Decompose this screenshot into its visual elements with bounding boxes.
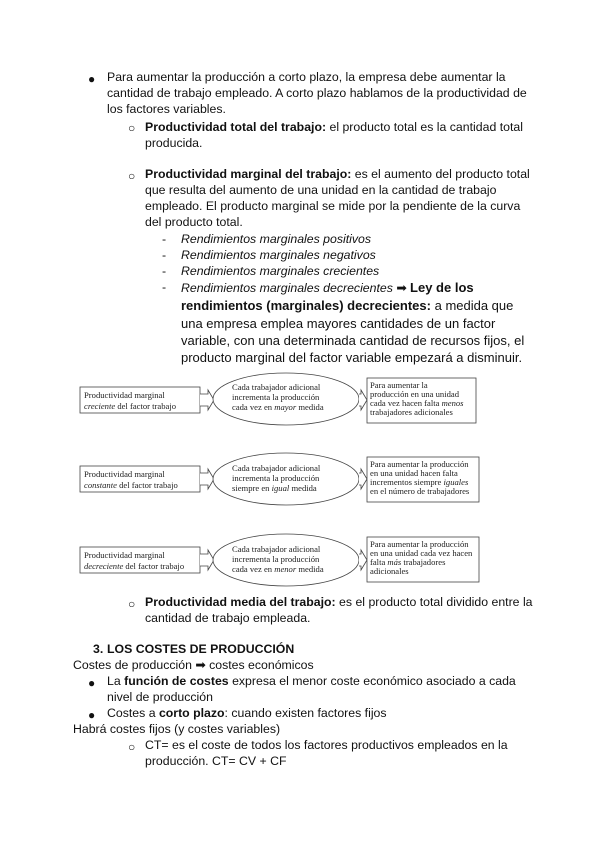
right-box-text: incrementos siempre iguales: [370, 477, 469, 487]
short-term-prefix: Costes a: [107, 706, 159, 720]
left-box-text: Productividad marginal: [84, 390, 165, 400]
law-line-2: una empresa emplea mayores cantidades de un factor: [181, 316, 496, 331]
left-box-text: constante del factor trabajo: [84, 480, 178, 490]
returns-decreasing: Rendimientos marginales decrecientes: [181, 281, 393, 295]
middle-text: Cada trabajador adicional: [232, 544, 321, 554]
arrow-right-icon: [200, 550, 214, 570]
diagram-row-constant: [80, 453, 479, 505]
right-box-text: falta más trabajadores: [370, 557, 446, 567]
cost-function-line-2: nivel de producción: [107, 690, 213, 704]
right-box-text: Para aumentar la: [370, 380, 428, 390]
right-box-text: Para aumentar la producción: [370, 459, 469, 469]
returns-positive: Rendimientos marginales positivos: [181, 232, 372, 246]
law-title-part2: rendimientos (marginales) decrecientes:: [181, 298, 431, 313]
intro-line-3: los factores variables.: [107, 102, 226, 116]
short-term-term: corto plazo: [158, 706, 225, 720]
middle-text: Cada trabajador adicional: [232, 382, 321, 392]
right-box-text: en una unidad hacen falta: [370, 468, 458, 478]
cost-function-line: [107, 674, 516, 689]
dash-icon: -: [162, 248, 167, 262]
marginal-line-2: que resulta del aumento de una unidad en la cantidad de trabajo: [145, 183, 497, 197]
right-box-text: trabajadores adicionales: [370, 407, 453, 417]
short-term-def: : cuando existen factores fijos: [224, 706, 387, 720]
right-box-text: producción en una unidad: [370, 389, 460, 399]
intro-line-1: Para aumentar la producción a corto plazo, la empresa debe aumentar la: [107, 70, 506, 84]
sub-bullet-circle-icon: ○: [128, 597, 136, 611]
arrow-right-icon: [359, 469, 367, 489]
middle-text: incrementa la producción: [232, 554, 320, 564]
short-term-line: [107, 706, 387, 721]
bullet-dot-icon: ●: [88, 708, 96, 722]
law-line-1: [181, 298, 513, 313]
law-def-start: a medida que: [430, 298, 514, 313]
fixed-costs-line: Habrá costes fijos (y costes variables): [73, 722, 281, 736]
law-title-part1: Ley de los: [410, 280, 474, 295]
middle-text: cada vez en mayor medida: [232, 402, 324, 412]
costs-economic: costes económicos: [205, 658, 314, 672]
marginal-productivity-def: es el aumento del producto total: [351, 167, 530, 181]
bullet-dot-icon: ●: [88, 72, 96, 86]
arrow-right-icon: [200, 390, 214, 410]
average-productivity-term: Productividad media del trabajo:: [145, 595, 336, 609]
section-heading: LOS COSTES DE PRODUCCIÓN: [107, 642, 295, 656]
cost-function-prefix: La: [107, 674, 125, 688]
arrow-right-icon: [359, 550, 367, 570]
total-productivity-line: [145, 120, 523, 135]
right-box-text: Para aumentar la producción: [370, 539, 469, 549]
dash-icon: -: [162, 280, 167, 294]
right-box-text: en una unidad cada vez hacen: [370, 548, 473, 558]
marginal-productivity-term: Productividad marginal del trabajo:: [145, 167, 352, 181]
left-box-text: Productividad marginal: [84, 550, 165, 560]
right-box-text: adicionales: [370, 566, 409, 576]
returns-negative: Rendimientos marginales negativos: [181, 248, 376, 262]
bullet-dot-icon: ●: [88, 676, 96, 690]
total-productivity-line-2: producida.: [145, 136, 203, 150]
marginal-productivity-diagram: [0, 370, 600, 592]
right-box-text: en el número de trabajadores: [370, 486, 470, 496]
middle-text: incrementa la producción: [232, 473, 320, 483]
marginal-line-4: del producto total.: [145, 215, 243, 229]
section-number: 3.: [93, 642, 104, 656]
middle-text: Cada trabajador adicional: [232, 463, 321, 473]
left-box-text: Productividad marginal: [84, 469, 165, 479]
marginal-productivity-line: [145, 167, 530, 182]
middle-text: incrementa la producción: [232, 392, 320, 402]
dash-icon: -: [162, 264, 167, 278]
cost-function-term: función de costes: [124, 674, 229, 688]
arrow-right-icon: ➡: [396, 281, 407, 295]
diagram-row-increasing: [80, 373, 476, 425]
sub-bullet-circle-icon: ○: [128, 740, 136, 754]
dash-icon: -: [162, 232, 167, 246]
total-cost-line: CT= es el coste de todos los factores productivos empleados en la: [145, 738, 508, 752]
marginal-line-3: empleado. El producto marginal se mide por la pendiente de la curva: [145, 199, 521, 213]
arrow-right-icon: ➡: [195, 658, 206, 672]
arrow-right-icon: [200, 469, 214, 489]
left-box-text: creciente del factor trabajo: [84, 401, 177, 411]
middle-text: cada vez en menor medida: [232, 564, 324, 574]
returns-decreasing-line: [181, 280, 474, 296]
costs-line: [73, 658, 314, 673]
diagram-row-decreasing: [80, 534, 479, 586]
average-productivity-line-2: cantidad de trabajo empleada.: [145, 611, 311, 625]
average-productivity-def: es el producto total dividido entre la: [335, 595, 533, 609]
sub-bullet-circle-icon: ○: [128, 121, 136, 135]
law-line-4: producto marginal del factor variable empezará a disminuir.: [181, 350, 523, 365]
left-box-text: decreciente del factor trabajo: [84, 561, 185, 571]
sub-bullet-circle-icon: ○: [128, 169, 136, 183]
total-cost-line-2: producción. CT= CV + CF: [145, 754, 287, 768]
cost-function-def: expresa el menor coste económico asociado a cada: [228, 674, 516, 688]
average-productivity-line: [145, 595, 533, 610]
total-productivity-term: Productividad total del trabajo:: [145, 120, 327, 134]
intro-line-2: cantidad de trabajo empleado. A corto plazo hablamos de la productividad de: [107, 86, 527, 100]
arrow-right-icon: [359, 390, 367, 410]
right-box-text: cada vez hacen falta menos: [370, 398, 464, 408]
middle-text: siempre en igual medida: [232, 483, 317, 493]
costs-label: Costes de producción: [73, 658, 196, 672]
total-productivity-def: el producto total es la cantidad total: [326, 120, 523, 134]
law-line-3: variable, con una determinada cantidad de recursos fijos, el: [181, 333, 525, 348]
returns-increasing: Rendimientos marginales crecientes: [181, 264, 380, 278]
